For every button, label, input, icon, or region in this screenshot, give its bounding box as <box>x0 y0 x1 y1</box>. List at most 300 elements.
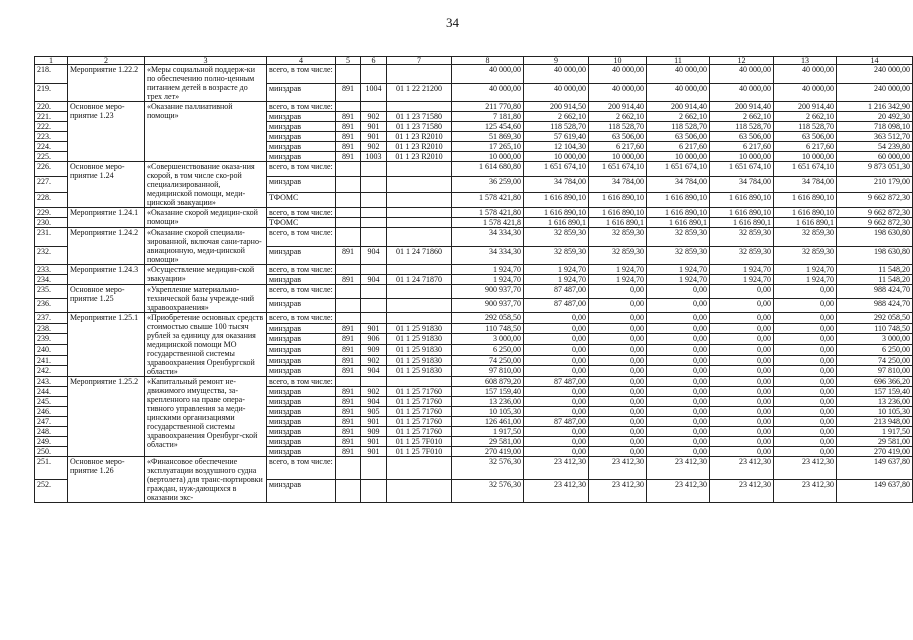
description-cell: «Осуществление медицин-ской эвакуации» <box>145 265 267 285</box>
amount-cell: 32 576,30 <box>452 457 524 480</box>
executor-cell: всего, в том числе: <box>267 377 336 387</box>
amount-cell: 87 487,00 <box>524 417 589 427</box>
amount-cell: 1 616 890,10 <box>647 208 710 218</box>
amount-cell: 1 578 421,80 <box>452 192 524 207</box>
code-cell <box>336 162 361 177</box>
header-cell: 13 <box>774 57 837 65</box>
amount-cell: 32 859,30 <box>589 228 647 247</box>
amount-cell: 60 000,00 <box>837 152 913 162</box>
program-name-cell: Мероприятие 1.22.2 <box>68 65 145 102</box>
code-cell <box>361 208 387 218</box>
table-row <box>35 208 913 218</box>
row-number-cell: 246. <box>35 407 68 417</box>
row-number-cell: 228. <box>35 192 68 207</box>
amount-cell: 988 424,70 <box>837 285 913 299</box>
amount-cell: 1 578 421,8 <box>452 218 524 228</box>
amount-cell: 2 662,10 <box>710 112 774 122</box>
code-cell: 901 <box>361 437 387 447</box>
amount-cell: 157 159,40 <box>837 387 913 397</box>
amount-cell: 1 924,70 <box>647 275 710 285</box>
code-cell <box>361 65 387 84</box>
code-cell: 891 <box>336 355 361 366</box>
amount-cell: 270 419,00 <box>452 447 524 457</box>
amount-cell: 1 924,70 <box>774 265 837 275</box>
amount-cell: 1 616 890,10 <box>589 208 647 218</box>
code-cell: 901 <box>361 447 387 457</box>
executor-cell: минздрав <box>267 407 336 417</box>
code-cell <box>387 377 452 387</box>
code-cell <box>361 377 387 387</box>
code-cell: 906 <box>361 334 387 345</box>
amount-cell: 149 637,80 <box>837 457 913 480</box>
amount-cell: 0,00 <box>589 366 647 377</box>
code-cell: 01 1 25 91830 <box>387 323 452 334</box>
amount-cell: 9 662 872,30 <box>837 208 913 218</box>
amount-cell: 0,00 <box>589 313 647 324</box>
amount-cell: 0,00 <box>774 437 837 447</box>
code-cell <box>387 299 452 313</box>
code-cell: 891 <box>336 246 361 265</box>
amount-cell: 2 662,10 <box>524 112 589 122</box>
executor-cell: минздрав <box>267 122 336 132</box>
code-cell <box>387 102 452 112</box>
code-cell <box>336 313 361 324</box>
amount-cell: 2 662,10 <box>589 112 647 122</box>
program-name-cell: Мероприятие 1.24.3 <box>68 265 145 285</box>
amount-cell: 34 784,00 <box>524 177 589 192</box>
table-row <box>35 285 913 299</box>
amount-cell: 0,00 <box>589 427 647 437</box>
row-number-cell: 252. <box>35 480 68 503</box>
amount-cell: 0,00 <box>710 447 774 457</box>
amount-cell: 23 412,30 <box>589 457 647 480</box>
executor-cell: всего, в том числе: <box>267 102 336 112</box>
header-cell: 10 <box>589 57 647 65</box>
amount-cell: 0,00 <box>589 447 647 457</box>
amount-cell: 988 424,70 <box>837 299 913 313</box>
amount-cell: 0,00 <box>647 344 710 355</box>
amount-cell: 0,00 <box>647 366 710 377</box>
code-cell <box>361 285 387 299</box>
code-cell <box>387 177 452 192</box>
amount-cell: 1 216 342,90 <box>837 102 913 112</box>
header-cell: 8 <box>452 57 524 65</box>
row-number-cell: 224. <box>35 142 68 152</box>
amount-cell: 11 548,20 <box>837 275 913 285</box>
amount-cell: 32 859,30 <box>524 246 589 265</box>
amount-cell: 32 859,30 <box>647 246 710 265</box>
code-cell: 01 1 25 91830 <box>387 366 452 377</box>
code-cell <box>361 102 387 112</box>
code-cell: 01 1 23 71580 <box>387 112 452 122</box>
amount-cell: 211 770,80 <box>452 102 524 112</box>
row-number-cell: 231. <box>35 228 68 247</box>
executor-cell: минздрав <box>267 132 336 142</box>
code-cell <box>336 208 361 218</box>
amount-cell: 0,00 <box>524 355 589 366</box>
code-cell: 902 <box>361 112 387 122</box>
amount-cell: 17 265,10 <box>452 142 524 152</box>
amount-cell: 34 784,00 <box>589 177 647 192</box>
amount-cell: 110 748,50 <box>452 323 524 334</box>
code-cell: 905 <box>361 407 387 417</box>
executor-cell: минздрав <box>267 275 336 285</box>
row-number-cell: 222. <box>35 122 68 132</box>
amount-cell: 23 412,30 <box>647 480 710 503</box>
code-cell: 01 1 25 7F010 <box>387 447 452 457</box>
amount-cell: 0,00 <box>774 366 837 377</box>
amount-cell: 0,00 <box>647 285 710 299</box>
amount-cell: 1 917,50 <box>452 427 524 437</box>
amount-cell: 118 528,70 <box>710 122 774 132</box>
amount-cell: 40 000,00 <box>647 65 710 84</box>
amount-cell: 1 616 890,10 <box>710 192 774 207</box>
code-cell: 01 1 24 71870 <box>387 275 452 285</box>
code-cell <box>387 228 452 247</box>
amount-cell: 1 616 890,1 <box>647 218 710 228</box>
amount-cell: 1 616 890,1 <box>710 218 774 228</box>
row-number-cell: 236. <box>35 299 68 313</box>
amount-cell: 40 000,00 <box>710 83 774 102</box>
row-number-cell: 250. <box>35 447 68 457</box>
code-cell: 891 <box>336 344 361 355</box>
code-cell: 01 1 23 R2010 <box>387 132 452 142</box>
amount-cell: 213 948,00 <box>837 417 913 427</box>
amount-cell: 6 250,00 <box>837 344 913 355</box>
description-cell: «Финансовое обеспечение эксплуатации воздушного судна (вертолета) для транс-портировки граждан, нуж-дающихся в оказании экс- <box>145 457 267 503</box>
amount-cell: 0,00 <box>524 437 589 447</box>
code-cell: 891 <box>336 427 361 437</box>
amount-cell: 0,00 <box>774 447 837 457</box>
amount-cell: 32 859,30 <box>524 228 589 247</box>
code-cell: 891 <box>336 275 361 285</box>
code-cell: 891 <box>336 83 361 102</box>
amount-cell: 32 859,30 <box>774 246 837 265</box>
header-cell: 12 <box>710 57 774 65</box>
amount-cell: 0,00 <box>647 447 710 457</box>
code-cell: 904 <box>361 246 387 265</box>
amount-cell: 3 000,00 <box>837 334 913 345</box>
executor-cell: минздрав <box>267 344 336 355</box>
code-cell <box>336 377 361 387</box>
amount-cell: 1 924,70 <box>524 275 589 285</box>
code-cell: 01 1 25 7F010 <box>387 437 452 447</box>
code-cell <box>387 162 452 177</box>
program-name-cell: Основное меро-приятие 1.24 <box>68 162 145 208</box>
amount-cell: 20 492,30 <box>837 112 913 122</box>
code-cell <box>361 265 387 275</box>
description-cell: «Меры социальной поддерж-ки по обеспечению полно-ценным питанием детей в возрасте до трех лет» <box>145 65 267 102</box>
amount-cell: 74 250,00 <box>452 355 524 366</box>
amount-cell: 6 217,60 <box>774 142 837 152</box>
code-cell: 1003 <box>361 152 387 162</box>
amount-cell: 0,00 <box>647 437 710 447</box>
description-cell: «Капитальный ремонт не-движимого имущества, за-крепленного на праве опера-тивного управления за меди-цинскими организациями государственной системы здравоохранения Оренбург-ской области» <box>145 377 267 457</box>
amount-cell: 40 000,00 <box>452 65 524 84</box>
amount-cell: 63 506,00 <box>710 132 774 142</box>
amount-cell: 110 748,50 <box>837 323 913 334</box>
amount-cell: 200 914,40 <box>710 102 774 112</box>
amount-cell: 0,00 <box>524 427 589 437</box>
code-cell <box>336 265 361 275</box>
row-number-cell: 238. <box>35 323 68 334</box>
amount-cell: 0,00 <box>774 285 837 299</box>
executor-cell: всего, в том числе: <box>267 265 336 275</box>
amount-cell: 0,00 <box>647 355 710 366</box>
description-cell: «Оказание скорой медицин-ской помощи» <box>145 208 267 228</box>
amount-cell: 0,00 <box>589 323 647 334</box>
amount-cell: 0,00 <box>524 447 589 457</box>
program-name-cell: Основное меро-приятие 1.26 <box>68 457 145 503</box>
row-number-cell: 219. <box>35 83 68 102</box>
code-cell: 901 <box>361 417 387 427</box>
code-cell: 891 <box>336 112 361 122</box>
amount-cell: 0,00 <box>710 387 774 397</box>
row-number-cell: 229. <box>35 208 68 218</box>
row-number-cell: 241. <box>35 355 68 366</box>
description-cell: «Приобретение основных средств стоимостью свыше 100 тысяч рублей за единицу для оказания медицинской помощи МО государственной системы здравоохранения Оренбургской области» <box>145 313 267 377</box>
description-cell: «Оказание скорой специали-зированной, включая сани-тарно-авиационную, меди-цинской помощи» <box>145 228 267 265</box>
executor-cell: минздрав <box>267 437 336 447</box>
executor-cell: минздрав <box>267 299 336 313</box>
code-cell: 01 1 23 R2010 <box>387 142 452 152</box>
row-number-cell: 244. <box>35 387 68 397</box>
code-cell <box>361 480 387 503</box>
amount-cell: 1 924,70 <box>589 265 647 275</box>
row-number-cell: 218. <box>35 65 68 84</box>
code-cell: 902 <box>361 142 387 152</box>
code-cell: 01 1 25 71760 <box>387 407 452 417</box>
amount-cell: 23 412,30 <box>710 457 774 480</box>
amount-cell: 118 528,70 <box>589 122 647 132</box>
amount-cell: 0,00 <box>774 299 837 313</box>
amount-cell: 7 181,80 <box>452 112 524 122</box>
amount-cell: 34 784,00 <box>774 177 837 192</box>
row-number-cell: 245. <box>35 397 68 407</box>
amount-cell: 23 412,30 <box>589 480 647 503</box>
amount-cell: 1 616 890,1 <box>589 218 647 228</box>
row-number-cell: 247. <box>35 417 68 427</box>
amount-cell: 0,00 <box>589 437 647 447</box>
row-number-cell: 235. <box>35 285 68 299</box>
row-number-cell: 227. <box>35 177 68 192</box>
header-row <box>35 57 913 65</box>
header-cell: 4 <box>267 57 336 65</box>
amount-cell: 0,00 <box>589 285 647 299</box>
amount-cell: 32 859,30 <box>710 228 774 247</box>
amount-cell: 718 098,10 <box>837 122 913 132</box>
code-cell <box>387 285 452 299</box>
amount-cell: 1 651 674,10 <box>710 162 774 177</box>
amount-cell: 10 000,00 <box>524 152 589 162</box>
amount-cell: 200 914,50 <box>524 102 589 112</box>
amount-cell: 0,00 <box>589 344 647 355</box>
table-row <box>35 162 913 177</box>
executor-cell: всего, в том числе: <box>267 228 336 247</box>
executor-cell: всего, в том числе: <box>267 313 336 324</box>
code-cell: 01 1 25 91830 <box>387 344 452 355</box>
amount-cell: 1 616 890,10 <box>710 208 774 218</box>
amount-cell: 0,00 <box>589 377 647 387</box>
amount-cell: 0,00 <box>647 417 710 427</box>
executor-cell: минздрав <box>267 417 336 427</box>
code-cell: 01 1 25 71760 <box>387 427 452 437</box>
amount-cell: 240 000,00 <box>837 65 913 84</box>
amount-cell: 0,00 <box>710 407 774 417</box>
page-number: 34 <box>446 15 459 30</box>
code-cell: 904 <box>361 275 387 285</box>
code-cell: 891 <box>336 407 361 417</box>
header-cell: 5 <box>336 57 361 65</box>
code-cell: 01 1 24 71860 <box>387 246 452 265</box>
amount-cell: 63 506,00 <box>774 132 837 142</box>
amount-cell: 118 528,70 <box>774 122 837 132</box>
amount-cell: 32 859,30 <box>589 246 647 265</box>
amount-cell: 29 581,00 <box>837 437 913 447</box>
amount-cell: 1 924,70 <box>452 265 524 275</box>
amount-cell: 0,00 <box>647 334 710 345</box>
code-cell <box>387 192 452 207</box>
amount-cell: 200 914,40 <box>647 102 710 112</box>
amount-cell: 0,00 <box>774 387 837 397</box>
code-cell: 902 <box>361 387 387 397</box>
amount-cell: 1 917,50 <box>837 427 913 437</box>
amount-cell: 0,00 <box>647 387 710 397</box>
amount-cell: 87 487,00 <box>524 377 589 387</box>
executor-cell: минздрав <box>267 355 336 366</box>
amount-cell: 9 662 872,30 <box>837 218 913 228</box>
amount-cell: 10 105,30 <box>452 407 524 417</box>
amount-cell: 9 873 051,30 <box>837 162 913 177</box>
header-cell: 14 <box>837 57 913 65</box>
code-cell: 01 1 23 71580 <box>387 122 452 132</box>
code-cell: 891 <box>336 132 361 142</box>
code-cell: 891 <box>336 323 361 334</box>
amount-cell: 1 924,70 <box>524 265 589 275</box>
table-row <box>35 65 913 84</box>
code-cell: 901 <box>361 122 387 132</box>
header-cell: 9 <box>524 57 589 65</box>
amount-cell: 40 000,00 <box>589 65 647 84</box>
row-number-cell: 234. <box>35 275 68 285</box>
executor-cell: ТФОМС <box>267 192 336 207</box>
amount-cell: 97 810,00 <box>452 366 524 377</box>
amount-cell: 0,00 <box>774 313 837 324</box>
row-number-cell: 251. <box>35 457 68 480</box>
amount-cell: 157 159,40 <box>452 387 524 397</box>
amount-cell: 1 924,70 <box>710 275 774 285</box>
code-cell <box>361 162 387 177</box>
amount-cell: 40 000,00 <box>647 83 710 102</box>
amount-cell: 0,00 <box>710 299 774 313</box>
row-number-cell: 248. <box>35 427 68 437</box>
code-cell: 902 <box>361 355 387 366</box>
row-number-cell: 221. <box>35 112 68 122</box>
program-name-cell: Мероприятие 1.24.2 <box>68 228 145 265</box>
header-cell: 11 <box>647 57 710 65</box>
amount-cell: 1 614 680,80 <box>452 162 524 177</box>
program-name-cell: Мероприятие 1.24.1 <box>68 208 145 228</box>
amount-cell: 2 662,10 <box>774 112 837 122</box>
amount-cell: 126 461,00 <box>452 417 524 427</box>
code-cell: 904 <box>361 397 387 407</box>
amount-cell: 0,00 <box>710 437 774 447</box>
description-cell: «Оказание паллиативной помощи» <box>145 102 267 162</box>
code-cell: 01 1 25 71760 <box>387 417 452 427</box>
amount-cell: 0,00 <box>589 407 647 417</box>
amount-cell: 1 651 674,10 <box>524 162 589 177</box>
code-cell <box>387 480 452 503</box>
code-cell <box>336 65 361 84</box>
code-cell <box>361 228 387 247</box>
code-cell <box>336 192 361 207</box>
code-cell: 01 1 22 21200 <box>387 83 452 102</box>
amount-cell: 0,00 <box>647 299 710 313</box>
table-row <box>35 313 913 324</box>
amount-cell: 0,00 <box>710 313 774 324</box>
amount-cell: 32 859,30 <box>710 246 774 265</box>
amount-cell: 0,00 <box>589 397 647 407</box>
amount-cell: 1 651 674,10 <box>774 162 837 177</box>
amount-cell: 118 528,70 <box>524 122 589 132</box>
row-number-cell: 237. <box>35 313 68 324</box>
amount-cell: 6 250,00 <box>452 344 524 355</box>
code-cell: 891 <box>336 142 361 152</box>
amount-cell: 1 924,70 <box>710 265 774 275</box>
code-cell <box>361 192 387 207</box>
amount-cell: 0,00 <box>710 427 774 437</box>
amount-cell: 0,00 <box>524 387 589 397</box>
executor-cell: минздрав <box>267 480 336 503</box>
executor-cell: минздрав <box>267 246 336 265</box>
amount-cell: 10 000,00 <box>774 152 837 162</box>
amount-cell: 240 000,00 <box>837 83 913 102</box>
amount-cell: 23 412,30 <box>524 480 589 503</box>
code-cell <box>387 457 452 480</box>
amount-cell: 34 784,00 <box>647 177 710 192</box>
amount-cell: 1 616 890,10 <box>524 208 589 218</box>
amount-cell: 900 937,70 <box>452 285 524 299</box>
amount-cell: 0,00 <box>647 427 710 437</box>
amount-cell: 1 924,70 <box>589 275 647 285</box>
code-cell <box>336 177 361 192</box>
row-number-cell: 226. <box>35 162 68 177</box>
amount-cell: 40 000,00 <box>774 83 837 102</box>
header-cell: 7 <box>387 57 452 65</box>
amount-cell: 32 859,30 <box>647 228 710 247</box>
amount-cell: 10 000,00 <box>710 152 774 162</box>
code-cell: 1004 <box>361 83 387 102</box>
description-cell: «Укрепление материально-технической базы учрежде-ний здравоохранения» <box>145 285 267 313</box>
amount-cell: 0,00 <box>524 323 589 334</box>
executor-cell: всего, в том числе: <box>267 285 336 299</box>
amount-cell: 1 924,70 <box>774 275 837 285</box>
executor-cell: всего, в том числе: <box>267 457 336 480</box>
amount-cell: 32 576,30 <box>452 480 524 503</box>
amount-cell: 1 616 890,1 <box>774 218 837 228</box>
amount-cell: 198 630,80 <box>837 246 913 265</box>
code-cell: 01 1 25 71760 <box>387 397 452 407</box>
amount-cell: 23 412,30 <box>647 457 710 480</box>
amount-cell: 6 217,60 <box>710 142 774 152</box>
amount-cell: 1 616 890,10 <box>647 192 710 207</box>
amount-cell: 10 000,00 <box>452 152 524 162</box>
code-cell: 01 1 25 71760 <box>387 387 452 397</box>
code-cell <box>361 457 387 480</box>
code-cell <box>336 480 361 503</box>
amount-cell: 87 487,00 <box>524 285 589 299</box>
amount-cell: 1 616 890,10 <box>589 192 647 207</box>
